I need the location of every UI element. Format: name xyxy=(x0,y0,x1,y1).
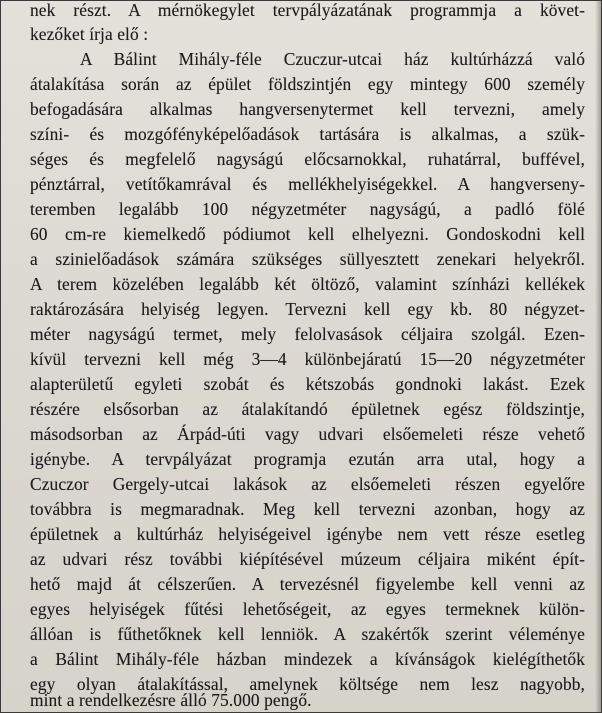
scan-edge-shadow xyxy=(595,1,601,712)
text-line: teremben legalább 100 négyzetméter nagyságú, a padló fölé xyxy=(30,199,585,219)
text-line: részére elsősorban az átalakítandó épületnek egész földszintje, xyxy=(30,399,585,419)
text-line: mint a rendelkezésre álló 75.000 pengő. xyxy=(30,690,312,710)
text-line: egyes helyiségek fűtési lehetőségeit, az egyes termeknek külön- xyxy=(30,599,585,619)
text-line: alapterületű egyleti szobát és kétszobás gondnoki lakást. Ezek xyxy=(30,374,585,394)
text-line: színi- és mozgófényképelőadások tartására is alkalmas, a szük- xyxy=(30,124,585,144)
text-line: raktározására helyiség legyen. Tervezni kell egy kb. 80 négyzet- xyxy=(30,299,585,319)
text-line: átalakítása során az épület földszintjén egy mintegy 600 személy xyxy=(30,74,585,94)
text-line: hető majd át célszerűen. A tervezésnél figyelembe kell venni az xyxy=(30,574,585,594)
text-line: a Bálint Mihály-féle házban mindezek a kívánságok kielégíthetők xyxy=(30,649,585,669)
text-line: állóan is fűthetőknek kell lenniök. A szakértők szerint véleménye xyxy=(30,624,585,644)
text-line: másodsorban az Árpád-úti vagy udvari elsőemeleti része vehető xyxy=(30,424,585,444)
text-line: pénztárral, vetítőkamrával és mellékhelyiségekkel. A hangverseny- xyxy=(30,174,585,194)
text-line: igénybe. A tervpályázat programja ezután arra utal, hogy a xyxy=(30,449,585,469)
text-line: Czuczor Gergely-utcai lakások az elsőemeleti részen egyelőre xyxy=(30,474,585,494)
text-line: a szinielőadások számára szükséges süllyesztett zenekari helyekről. xyxy=(30,249,585,269)
text-line: kezőket írja elő : xyxy=(30,24,149,44)
text-line: továbbra is megmaradnak. Meg kell tervezni azonban, hogy az xyxy=(30,499,585,519)
text-line: méter nagyságú termet, mely felolvasások céljaira szolgál. Ezen- xyxy=(30,324,585,344)
text-line: befogadására alkalmas hangversenytermet kell tervezni, amely xyxy=(30,99,585,119)
text-line: kívül tervezni kell még 3—4 különbejáratú 15—20 négyzetméter xyxy=(30,349,585,369)
text-line: A Bálint Mihály-féle Czuczur-utcai ház kultúrházzá való xyxy=(80,49,585,69)
text-line: nek részt. A mérnökegylet tervpályázatának programmja a követ- xyxy=(30,0,585,20)
text-line: egy olyan átalakítással, amelynek költsége nem lesz nagyobb, xyxy=(30,674,585,694)
text-line: az udvari rész további kiépítésével múzeum céljaira miként épít- xyxy=(30,549,585,569)
text-line: A terem közelében legalább két öltöző, valamint színházi kellékek xyxy=(30,274,585,294)
text-line: 60 cm-re kiemelkedő pódiumot kell elhelyezni. Gondoskodni kell xyxy=(30,224,585,244)
text-line: épületnek a kultúrház helyiségeivel igénybe nem vett része esetleg xyxy=(30,524,585,544)
text-line: séges és megfelelő nagyságú előcsarnokkal, ruhatárral, buffével, xyxy=(30,149,585,169)
